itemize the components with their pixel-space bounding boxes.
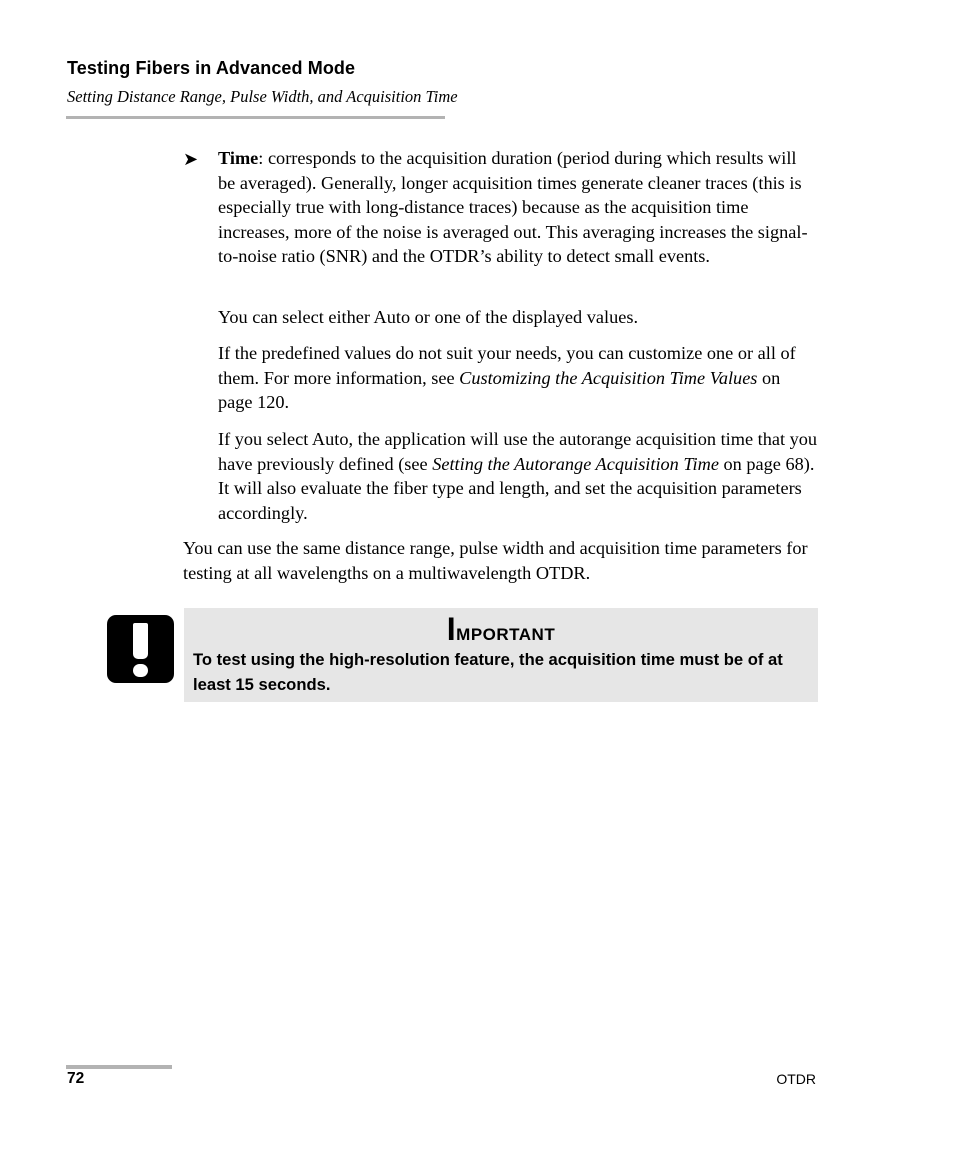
exclamation-icon xyxy=(107,615,174,683)
customize-xref-link[interactable]: Customizing the Acquisition Time Values xyxy=(459,367,758,388)
wavelength-paragraph: You can use the same distance range, pulse width and acquisition time parameters for testing at all wavelengths on a multiwavelength OTDR. xyxy=(183,538,808,583)
product-name: OTDR xyxy=(776,1071,816,1087)
customize-text-before: If the predefined values do not suit your needs, you can customize one or all of them. For more information, see xyxy=(218,343,796,388)
bullet-arrow-icon: ➤ xyxy=(183,149,199,169)
important-heading-cap: I xyxy=(446,611,457,647)
select-paragraph xyxy=(218,305,818,330)
time-bullet-paragraph xyxy=(218,146,818,269)
important-heading-rest: mportant xyxy=(456,619,556,646)
autorange-xref-link[interactable]: Setting the Autorange Acquisition Time xyxy=(432,453,719,474)
bullet-text: : corresponds to the acquisition duration (period during which results will be averaged). Generally, longer acquisition times generate cleaner traces (this is especially true with long-distance traces) because as the acquisition time increases, more of the noise is averaged out. This averaging increases the signal-to-noise ratio (SNR) and the OTDR’s ability to detect small events. xyxy=(218,148,808,266)
customize-paragraph xyxy=(218,341,818,415)
auto-text-after: on page 68). It will also evaluate the fiber type and length, and set the acquisition parameters accordingly. xyxy=(218,453,815,523)
section-subtitle: Setting Distance Range, Pulse Width, and Acquisition Time xyxy=(67,87,458,106)
header-divider xyxy=(66,116,445,119)
page-number: 72 xyxy=(67,1070,85,1087)
bullet-term: Time xyxy=(218,148,259,168)
footer-divider xyxy=(66,1065,172,1069)
important-heading xyxy=(184,611,818,648)
section-title: Testing Fibers in Advanced Mode xyxy=(67,58,356,78)
auto-text-before: If you select Auto, the application will use the autorange acquisition time that you have previously defined (see xyxy=(218,429,818,474)
important-text: To test using the high-resolution feature, the acquisition time must be of at least 15 seconds. xyxy=(193,650,783,694)
select-text: You can select either Auto or one of the displayed values. xyxy=(218,307,639,327)
important-callout xyxy=(184,608,818,702)
auto-paragraph xyxy=(218,427,818,525)
customize-text-after: on page 120. xyxy=(218,367,781,412)
